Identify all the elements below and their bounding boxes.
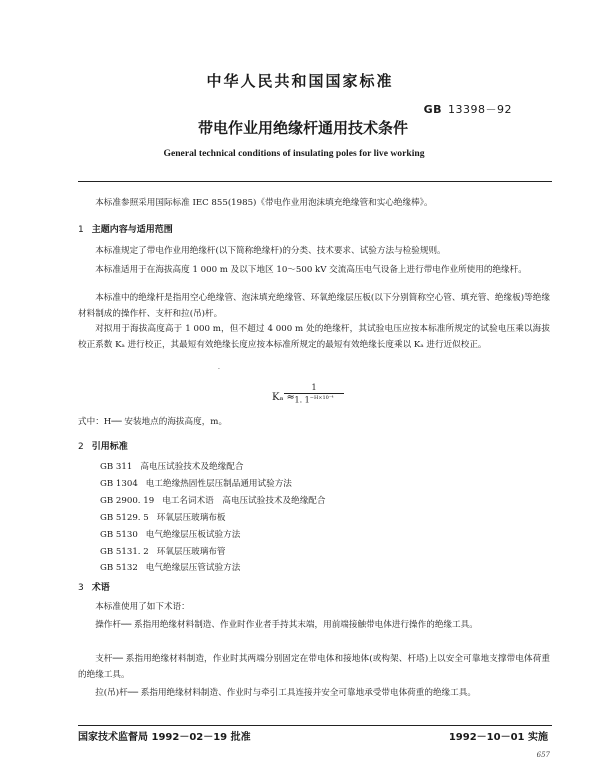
implementation-date: 1992－10－01 实施	[448, 732, 548, 743]
section-1-paragraph-4: 对拟用于海拔高度高于 1 000 m，但不超过 4 000 m 处的绝缘杆，其试验电压应按本标准所规定的试验电压乘以海拔校正系数 Kₐ 进行校正，其最短有效绝缘长度应按本标准所规定的最短有效绝缘长度乘以 Kₐ 进行近似校正。	[78, 324, 550, 350]
reference-code: GB 1304	[100, 479, 138, 489]
intro-paragraph: 本标准参照采用国际标准 IEC 855(1985)《带电作业用泡沫填充绝缘管和实心绝缘棒》。	[95, 198, 433, 208]
reference-code: GB 2900. 19	[100, 496, 155, 506]
reference-code: GB 5131. 2	[100, 547, 149, 557]
reference-code: GB 5130	[100, 530, 138, 540]
reference-name: 电工名词术语 高电压试验技术及绝缘配合	[162, 496, 326, 506]
section-3-heading	[78, 580, 110, 593]
reference-item	[100, 528, 240, 540]
section-1-paragraph-2: 本标准适用于在海拔高度 1 000 m 及以下地区 10～500 kV 交流高压电气设备上进行带电作业所使用的绝缘杆。	[95, 265, 527, 275]
english-title: General technical conditions of insulating poles for live working	[163, 148, 425, 159]
reference-item	[100, 494, 325, 506]
approval-date: 国家技术监督局 1992－02－19 批准	[78, 732, 251, 743]
section-title: 引用标准	[91, 442, 128, 452]
section-1-heading	[78, 222, 173, 235]
reference-item	[100, 561, 240, 573]
term-tension-pole: 拉(吊)杆── 系指用绝缘材料制造、作业时与牵引工具连接并安全可靠地承受带电体荷重的绝缘工具。	[95, 688, 476, 698]
reference-item	[100, 545, 225, 557]
reference-name: 电气绝缘层压板试验方法	[145, 530, 241, 540]
formula-lhs: Kₐ ≈	[272, 392, 295, 403]
formula-note: 式中：H── 安装地点的海拔高度，m。	[78, 417, 228, 427]
term-operating-pole: 操作杆── 系指用绝缘材料制造、作业时作业者手持其末端，用前端接触带电体进行操作的绝缘工具。	[95, 620, 478, 630]
reference-name: 电工绝缘热固性层压制品通用试验方法	[145, 479, 292, 489]
section-2-heading	[78, 439, 128, 452]
section-title: 术语	[91, 583, 110, 593]
bottom-rule	[78, 725, 552, 726]
section-number: 2	[78, 442, 84, 452]
national-standard-title: 中华人民共和国国家标准	[206, 72, 394, 90]
reference-name: 电气绝缘层压管试验方法	[145, 563, 241, 573]
formula-denominator-base: 1. 1	[294, 395, 310, 405]
formula-numerator: 1	[284, 383, 344, 394]
section-number: 1	[78, 225, 84, 235]
formula-exponent: −H×10⁻⁴	[309, 395, 334, 401]
standard-code	[424, 101, 512, 117]
reference-name: 高电压试验技术及绝缘配合	[140, 462, 244, 472]
section-3-paragraph-1: 本标准使用了如下术语：	[95, 602, 190, 612]
section-title: 主题内容与适用范围	[91, 225, 173, 235]
reference-item	[100, 460, 243, 472]
document-title: 带电作业用绝缘杆通用技术条件	[197, 119, 408, 137]
reference-name: 环氧层压玻璃布管	[156, 547, 226, 557]
top-rule	[78, 181, 552, 182]
standard-code-prefix: GB	[423, 103, 442, 116]
formula-fraction	[284, 383, 344, 405]
term-support-pole: 支杆── 系指用绝缘材料制造，作业时其两端分别固定在带电体和接地体(或构架、杆塔)上以安全可靠地支撑带电体荷重的绝缘工具。	[78, 654, 550, 680]
reference-item	[100, 511, 225, 523]
reference-code: GB 5129. 5	[100, 513, 149, 523]
reference-code: GB 5132	[100, 563, 138, 573]
formula-denominator	[284, 394, 344, 405]
reference-item	[100, 477, 292, 489]
section-1-paragraph-3: 本标准中的绝缘杆是指用空心绝缘管、泡沫填充绝缘管、环氧绝缘层压板(以下分别简称空心管、填充管、绝缘板)等绝缘材料制成的操作杆、支杆和拉(吊)杆。	[78, 293, 550, 319]
section-1-paragraph-1: 本标准规定了带电作业用绝缘杆(以下简称绝缘杆)的分类、技术要求、试验方法与检验规则。	[95, 246, 446, 256]
reference-name: 环氧层压玻璃布板	[156, 513, 226, 523]
page-number: 657	[536, 751, 550, 759]
standard-code-number: 13398－92	[448, 103, 512, 116]
reference-code: GB 311	[100, 462, 133, 472]
stray-dot: ·	[218, 366, 220, 373]
section-number: 3	[78, 583, 84, 593]
